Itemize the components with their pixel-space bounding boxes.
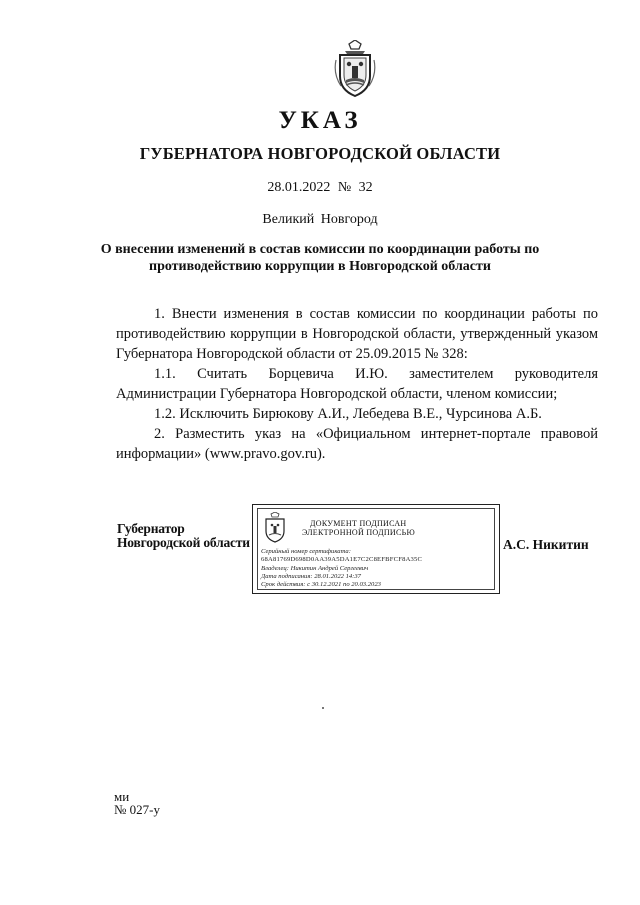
stamp-serial-label: Серийный номер сертификата: <box>261 548 351 555</box>
stamp-inner-frame <box>257 508 495 590</box>
paragraph-1-1: 1.1. Считать Борцевича И.Ю. заместителем руководителя Администрации Губернатора Новгородской области, членом комиссии; <box>116 366 598 402</box>
scan-speck <box>322 707 324 709</box>
paragraph-1-2: 1.2. Исключить Бирюкову А.И., Лебедева В.Е., Чурсинова А.Б. <box>154 406 542 422</box>
document-place: Великий Новгород <box>262 212 378 227</box>
stamp-header-line-1: ДОКУМЕНТ ПОДПИСАН <box>310 519 407 528</box>
number-sign: № <box>337 180 352 195</box>
document-number: 32 <box>358 180 373 195</box>
document-subtitle: ГУБЕРНАТОРА НОВГОРОДСКОЙ ОБЛАСТИ <box>139 144 501 163</box>
document-heading <box>0 241 640 275</box>
document-title: УКАЗ <box>278 107 362 134</box>
stamp-validity: Срок действия: с 30.12.2021 по 20.03.2023 <box>261 581 381 588</box>
heading-line-2: противодействию коррупции в Новгородской области <box>149 259 491 274</box>
signer-name: А.С. Никитин <box>503 537 589 552</box>
coat-of-arms-emblem <box>333 40 377 98</box>
stamp-serial-number: 68A81769D698D0AA39A5DA1E7C2C8EFBFCF8A35C <box>261 556 423 563</box>
paragraph-1: 1. Внести изменения в состав комиссии по координации работы по противодействию коррупции в Новгородской области, утвержденный указом Губернатора Новгородской области от 25.09.2015 № 328: <box>116 306 598 362</box>
document-code-line-1: ми <box>114 789 130 804</box>
paragraph-2: 2. Разместить указ на «Официальном интернет-портале правовой информации» (www.pravo.gov.ru). <box>116 426 598 462</box>
stamp-owner: Владелец: Никитин Андрей Сергеевич <box>261 565 369 572</box>
stamp-emblem-icon <box>262 512 288 544</box>
stamp-header-line-2: ЭЛЕКТРОННОЙ ПОДПИСЬЮ <box>302 528 416 537</box>
document-code-line-2: № 027-у <box>114 802 160 817</box>
heading-line-1: О внесении изменений в состав комиссии по координации работы по <box>100 242 540 257</box>
stamp-signed-date: Дата подписания: 28.01.2022 14:37 <box>261 573 361 580</box>
signature-position-line-1: Губернатор <box>117 521 185 536</box>
signature-position-line-2: Новгородской области <box>117 535 250 550</box>
electronic-signature-stamp <box>252 504 500 594</box>
document-body <box>116 304 598 464</box>
date-number-line <box>0 180 640 196</box>
document-date: 28.01.2022 <box>267 180 331 195</box>
